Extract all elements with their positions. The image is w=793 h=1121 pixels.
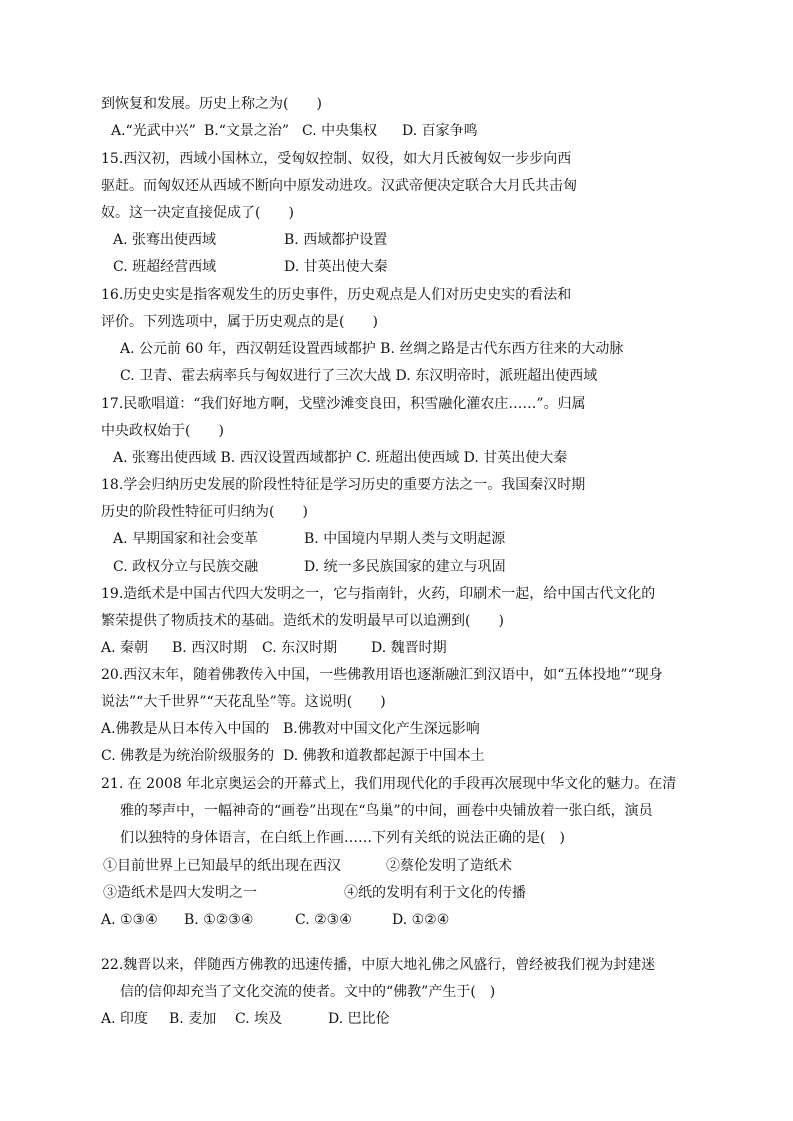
q21-stem-line: 们以独特的身体语言，在白纸上作画……下列有关纸的说法正确的是( ) xyxy=(120,830,565,846)
q22-stem-line: 信的信仰却充当了文化交流的使者。文中的“佛教”产生于( ) xyxy=(120,984,496,1000)
q18-stem-line: 18.学会归纳历史发展的阶段性特征是学习历史的重要方法之一。我国秦汉时期 xyxy=(101,477,586,493)
q15-stem-line: 奴。这一决定直接促成了( ) xyxy=(101,205,294,221)
q17-options: A. 张骞出使西域 B. 西汉设置西域都护 C. 班超出使西域 D. 甘英出使大秦 xyxy=(113,450,568,466)
q21-option-d: D. ①②④ xyxy=(392,912,450,928)
q21-option-b: B. ①②③④ xyxy=(184,912,254,928)
q19-option-a: A. 秦朝 xyxy=(101,640,149,656)
q18-option-b: B. 中国境内早期人类与文明起源 xyxy=(304,531,506,547)
q21-stem-line: 雅的琴声中，一幅神奇的“画卷”出现在“鸟巢”的中间，画卷中央铺放着一张白纸，演员 xyxy=(120,803,653,819)
q20-option-c: C. 佛教是为统治阶级服务的 xyxy=(101,748,275,764)
q18-option-a: A. 早期国家和社会变革 xyxy=(113,531,259,547)
q21-statement-4: ④纸的发明有利于文化的传播 xyxy=(344,885,526,901)
q19-option-b: B. 西汉时期 xyxy=(172,640,248,656)
q14-option-b: B.“文景之治” xyxy=(204,123,290,139)
q14-option-c: C. 中央集权 xyxy=(302,123,378,139)
q16-stem-line: 评价。下列选项中，属于历史观点的是( ) xyxy=(101,314,378,330)
q21-statement-1: ①目前世界上已知最早的纸出现在西汉 xyxy=(103,858,341,874)
q20-stem-line: 说法”“大千世界”“天花乱坠”等。这说明( ) xyxy=(101,694,386,710)
q19-option-c: C. 东汉时期 xyxy=(262,640,338,656)
q18-option-c: C. 政权分立与民族交融 xyxy=(113,559,259,575)
q21-statement-3: ③造纸术是四大发明之一 xyxy=(103,885,257,901)
q15-option-a: A. 张骞出使西域 xyxy=(113,232,217,248)
q20-option-a: A.佛教是从日本传入中国的 xyxy=(101,721,270,737)
q18-option-d: D. 统一多民族国家的建立与巩固 xyxy=(304,559,506,575)
q20-stem-line: 20.西汉末年，随着佛教传入中国，一些佛教用语也逐渐融汇到汉语中，如“五体投地”“现身 xyxy=(101,667,663,683)
q19-stem-line: 繁荣提供了物质技术的基础。造纸术的发明最早可以追溯到( ) xyxy=(101,613,504,629)
q15-option-c: C. 班超经营西域 xyxy=(113,259,217,275)
q22-stem-line: 22.魏晋以来，伴随西方佛教的迅速传播，中原大地礼佛之风盛行，曾经被我们视为封建迷 xyxy=(101,957,656,973)
q21-option-c: C. ②③④ xyxy=(295,912,352,928)
q22-option-c: C. 埃及 xyxy=(235,1011,283,1027)
q14-option-a: A.“光武中兴” xyxy=(111,123,196,139)
q19-option-d: D. 魏晋时期 xyxy=(371,640,447,656)
q14-stem-cont: 到恢复和发展。历史上称之为( ) xyxy=(101,96,322,112)
q22-option-b: B. 麦加 xyxy=(169,1011,217,1027)
q21-statement-2: ②蔡伦发明了造纸术 xyxy=(386,858,512,874)
q16-option-cd: C. 卫青、霍去病率兵与匈奴进行了三次大战 D. 东汉明帝时，派班超出使西域 xyxy=(120,368,598,384)
q21-option-a: A. ①③④ xyxy=(101,912,158,928)
q18-stem-line: 历史的阶段性特征可归纳为( ) xyxy=(101,504,308,520)
q15-stem-line: 15.西汉初，西域小国林立，受匈奴控制、奴役，如大月氏被匈奴一步步向西 xyxy=(101,151,572,167)
q15-stem-line: 驱赶。而匈奴还从西域不断向中原发动进攻。汉武帝便决定联合大月氏共击匈 xyxy=(101,178,577,194)
q19-stem-line: 19.造纸术是中国古代四大发明之一，它与指南针，火药，印刷术一起，给中国古代文化的 xyxy=(101,586,656,602)
q17-stem-line: 中央政权始于( ) xyxy=(101,423,224,439)
q21-stem-line: 21. 在 2008 年北京奥运会的开幕式上，我们用现代化的手段再次展现中华文化的魅力。在清 xyxy=(101,776,677,792)
q17-stem-line: 17.民歌唱道：“我们好地方啊，戈壁沙滩变良田，积雪融化灌农庄……”。归属 xyxy=(101,396,586,412)
q20-option-d: D. 佛教和道教都起源于中国本土 xyxy=(283,748,485,764)
q16-stem-line: 16.历史史实是指客观发生的历史事件，历史观点是人们对历史史实的看法和 xyxy=(101,287,572,303)
q16-option-ab: A. 公元前 60 年，西汉朝廷设置西域都护 B. 丝绸之路是古代东西方往来的大动脉 xyxy=(120,341,624,357)
q15-option-b: B. 西域都护设置 xyxy=(284,232,388,248)
q15-option-d: D. 甘英出使大秦 xyxy=(284,259,388,275)
q14-option-d: D. 百家争鸣 xyxy=(402,123,478,139)
q22-option-d: D. 巴比伦 xyxy=(328,1011,390,1027)
q20-option-b: B.佛教对中国文化产生深远影响 xyxy=(283,721,480,737)
q22-option-a: A. 印度 xyxy=(101,1011,149,1027)
